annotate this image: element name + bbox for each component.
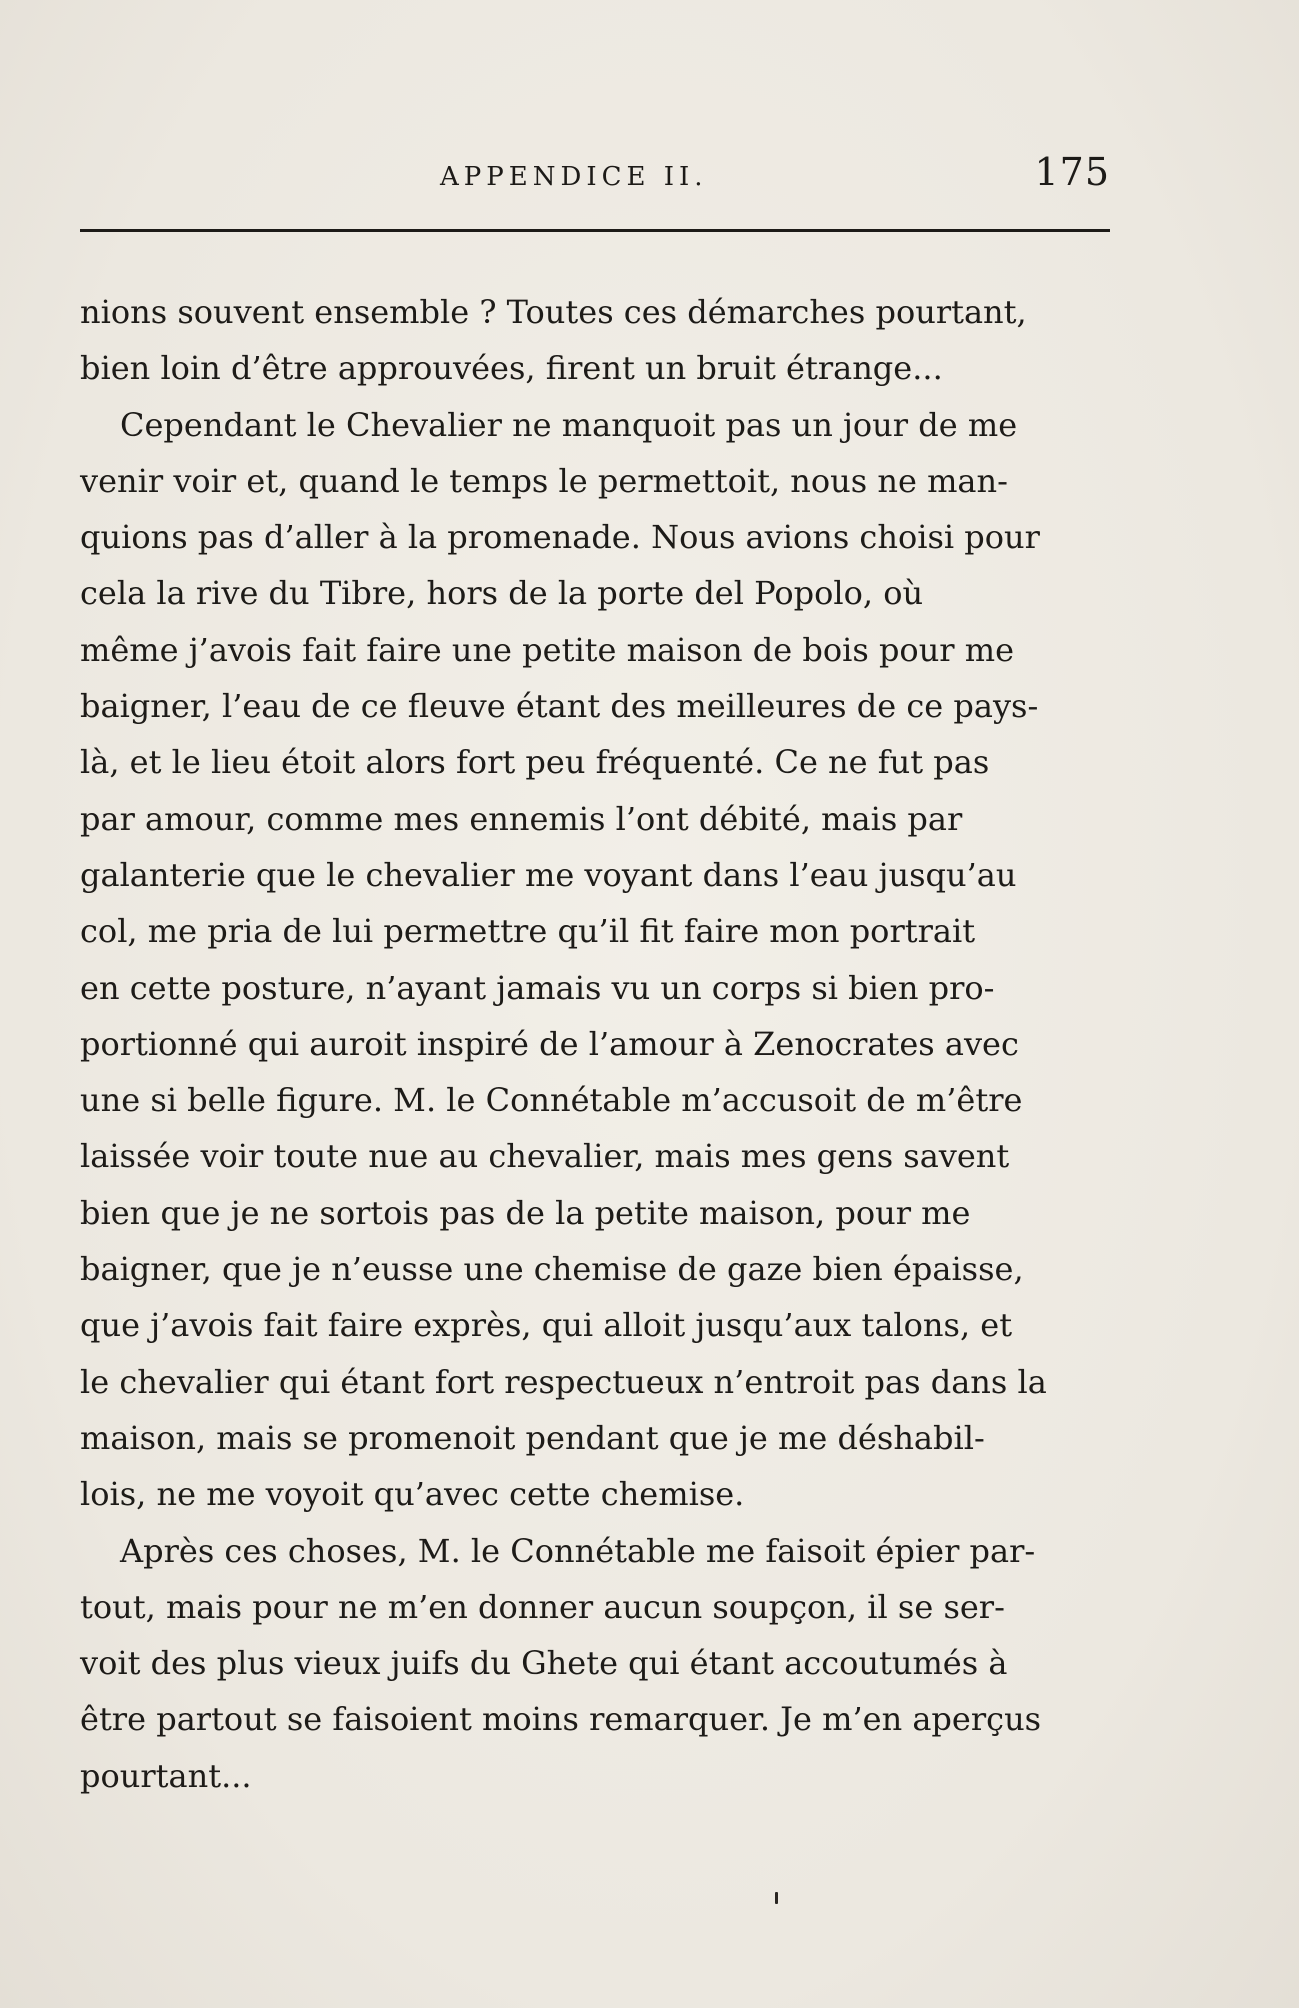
paragraph-3 (80, 1523, 1110, 1804)
text-line: cela la rive du Tibre, hors de la porte del Popolo, où (80, 574, 924, 613)
text-line: bien loin d’être approuvées, firent un bruit étrange... (80, 349, 943, 388)
header-rule (80, 229, 1110, 232)
text-line: baigner, l’eau de ce fleuve étant des meilleures de ce pays- (80, 687, 1039, 726)
page-number: 175 (1034, 150, 1110, 194)
text-line: bien que je ne sortois pas de la petite maison, pour me (80, 1193, 971, 1232)
text-line: venir voir et, quand le temps le permettoit, nous ne man- (80, 461, 1008, 500)
text-line: même j’avois fait faire une petite maison de bois pour me (80, 630, 1015, 669)
text-line: par amour, comme mes ennemis l’ont débité, mais par (80, 799, 963, 838)
page-header (80, 150, 1110, 210)
text-line: maison, mais se promenoit pendant que je me déshabil- (80, 1418, 985, 1457)
text-line: portionné qui auroit inspiré de l’amour à Zenocrates avec (80, 1024, 1019, 1063)
text-line: quions pas d’aller à la promenade. Nous avions choisi pour (80, 518, 1040, 557)
text-line: Cependant le Chevalier ne manquoit pas un jour de me (120, 405, 1018, 444)
text-line: être partout se faisoient moins remarquer. Je m’en aperçus (80, 1700, 1042, 1739)
text-line: en cette posture, n’ayant jamais vu un corps si bien pro- (80, 968, 995, 1007)
text-line: Après ces choses, M. le Connétable me faisoit épier par- (120, 1531, 1036, 1570)
text-line: nions souvent ensemble ? Toutes ces démarches pourtant, (80, 293, 1027, 331)
text-line: laissée voir toute nue au chevalier, mais mes gens savent (80, 1137, 1010, 1176)
text-line: le chevalier qui étant fort respectueux n’entroit pas dans la (80, 1362, 1047, 1401)
text-line: tout, mais pour ne m’en donner aucun soupçon, il se ser- (80, 1587, 1005, 1626)
running-title: APPENDICE II. (440, 162, 708, 192)
text-line: col, me pria de lui permettre qu’il fit faire mon portrait (80, 912, 976, 951)
text-line: lois, ne me voyoit qu’avec cette chemise. (80, 1475, 745, 1514)
text-line: une si belle figure. M. le Connétable m’accusoit de m’être (80, 1081, 1023, 1120)
text-line: voit des plus vieux juifs du Ghete qui étant accoutumés à (80, 1644, 1008, 1683)
text-line: galanterie que le chevalier me voyant dans l’eau jusqu’au (80, 855, 1017, 894)
paragraph-2 (80, 397, 1110, 1523)
text-line: là, et le lieu étoit alors fort peu fréquenté. Ce ne fut pas (80, 743, 990, 782)
text-line: que j’avois fait faire exprès, qui alloit jusqu’aux talons, et (80, 1306, 1013, 1345)
paragraph-1 (80, 284, 1110, 397)
text-line: baigner, que je n’eusse une chemise de gaze bien épaisse, (80, 1250, 1024, 1289)
ink-speck (775, 1892, 778, 1904)
text-line: pourtant... (80, 1756, 252, 1795)
body-text (80, 284, 1110, 1804)
